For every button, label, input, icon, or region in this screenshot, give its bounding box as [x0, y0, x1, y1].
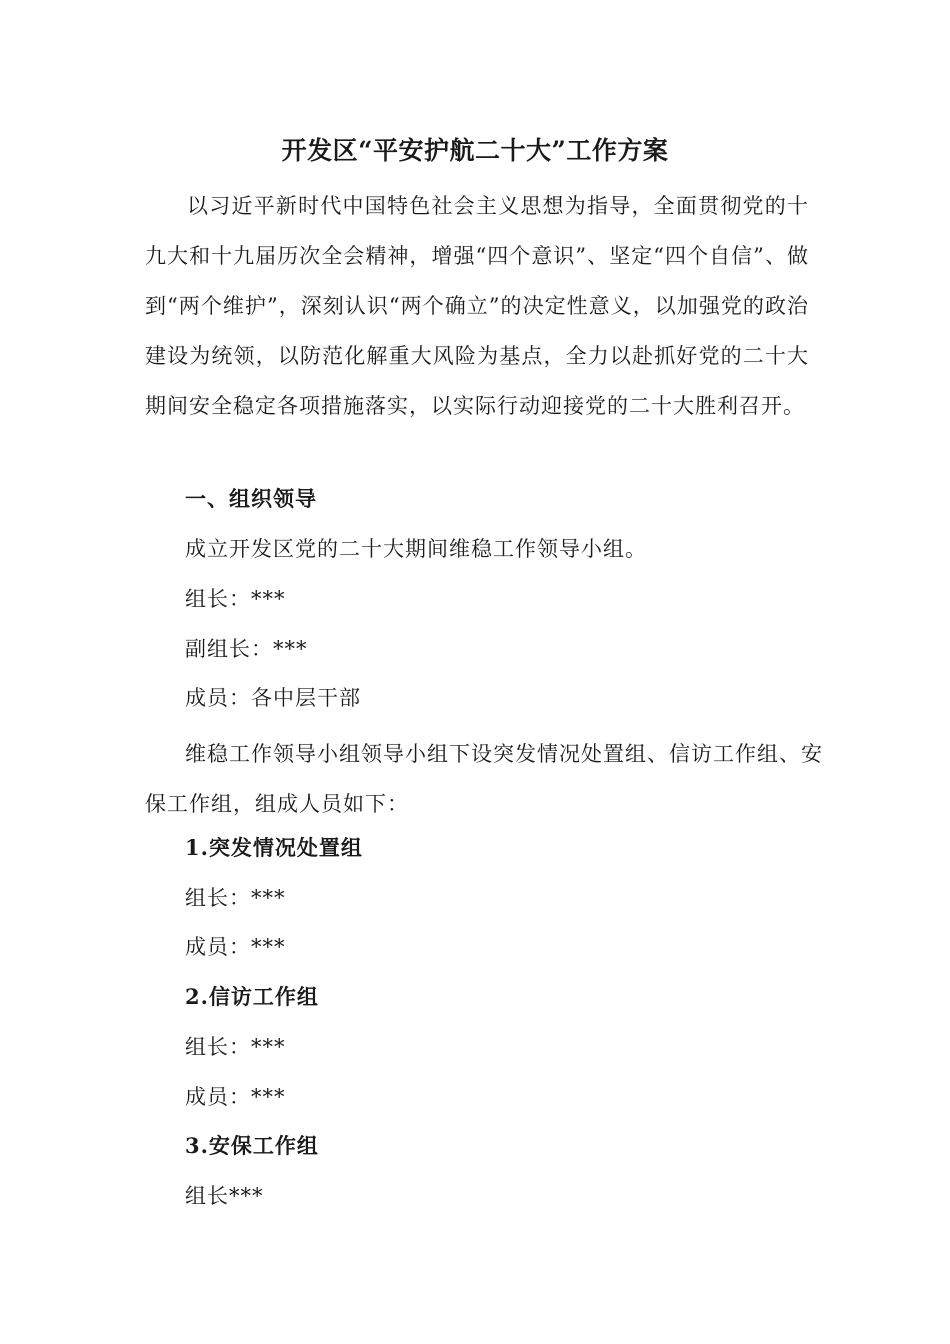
group3-leader-line: 组长***: [185, 1184, 264, 1208]
group1-members-line: 成员：***: [185, 935, 286, 959]
group1-heading: 1.突发情况处置组: [185, 835, 363, 860]
deputy-leader-line: 副组长：***: [185, 637, 308, 661]
intro-paragraph: 以习近平新时代中国特色社会主义思想为指导，全面贯彻党的十九大和十九届历次全会精神，增强“四个意识”、坚定“四个自信”、做到“两个维护”，深刻认识“两个确立”的决定性意义，以加强党的政治建设为统领，以防范化解重大风险为基点，全力以赴抓好党的二十大期间安全稳定各项措施落实，以实际行动迎接党的二十大胜利召开。: [145, 194, 809, 418]
group3-heading: 3.安保工作组: [185, 1133, 319, 1158]
group1-leader-line: 组长：***: [185, 886, 286, 910]
section-heading-organization: 一、组织领导: [185, 486, 317, 511]
establish-group-text: 成立开发区党的二十大期间维稳工作领导小组。: [185, 537, 647, 561]
group2-heading: 2.信访工作组: [185, 984, 319, 1009]
group2-leader-line: 组长：***: [185, 1035, 286, 1059]
subgroups-intro-paragraph: 维稳工作领导小组领导小组下设突发情况处置组、信访工作组、安保工作组，组成人员如下：: [145, 742, 823, 816]
members-line: 成员：各中层干部: [185, 686, 361, 710]
group2-members-line: 成员：***: [185, 1085, 286, 1109]
group-leader-line: 组长：***: [185, 587, 286, 611]
document-title: 开发区“平安护航二十大”工作方案: [281, 136, 669, 165]
